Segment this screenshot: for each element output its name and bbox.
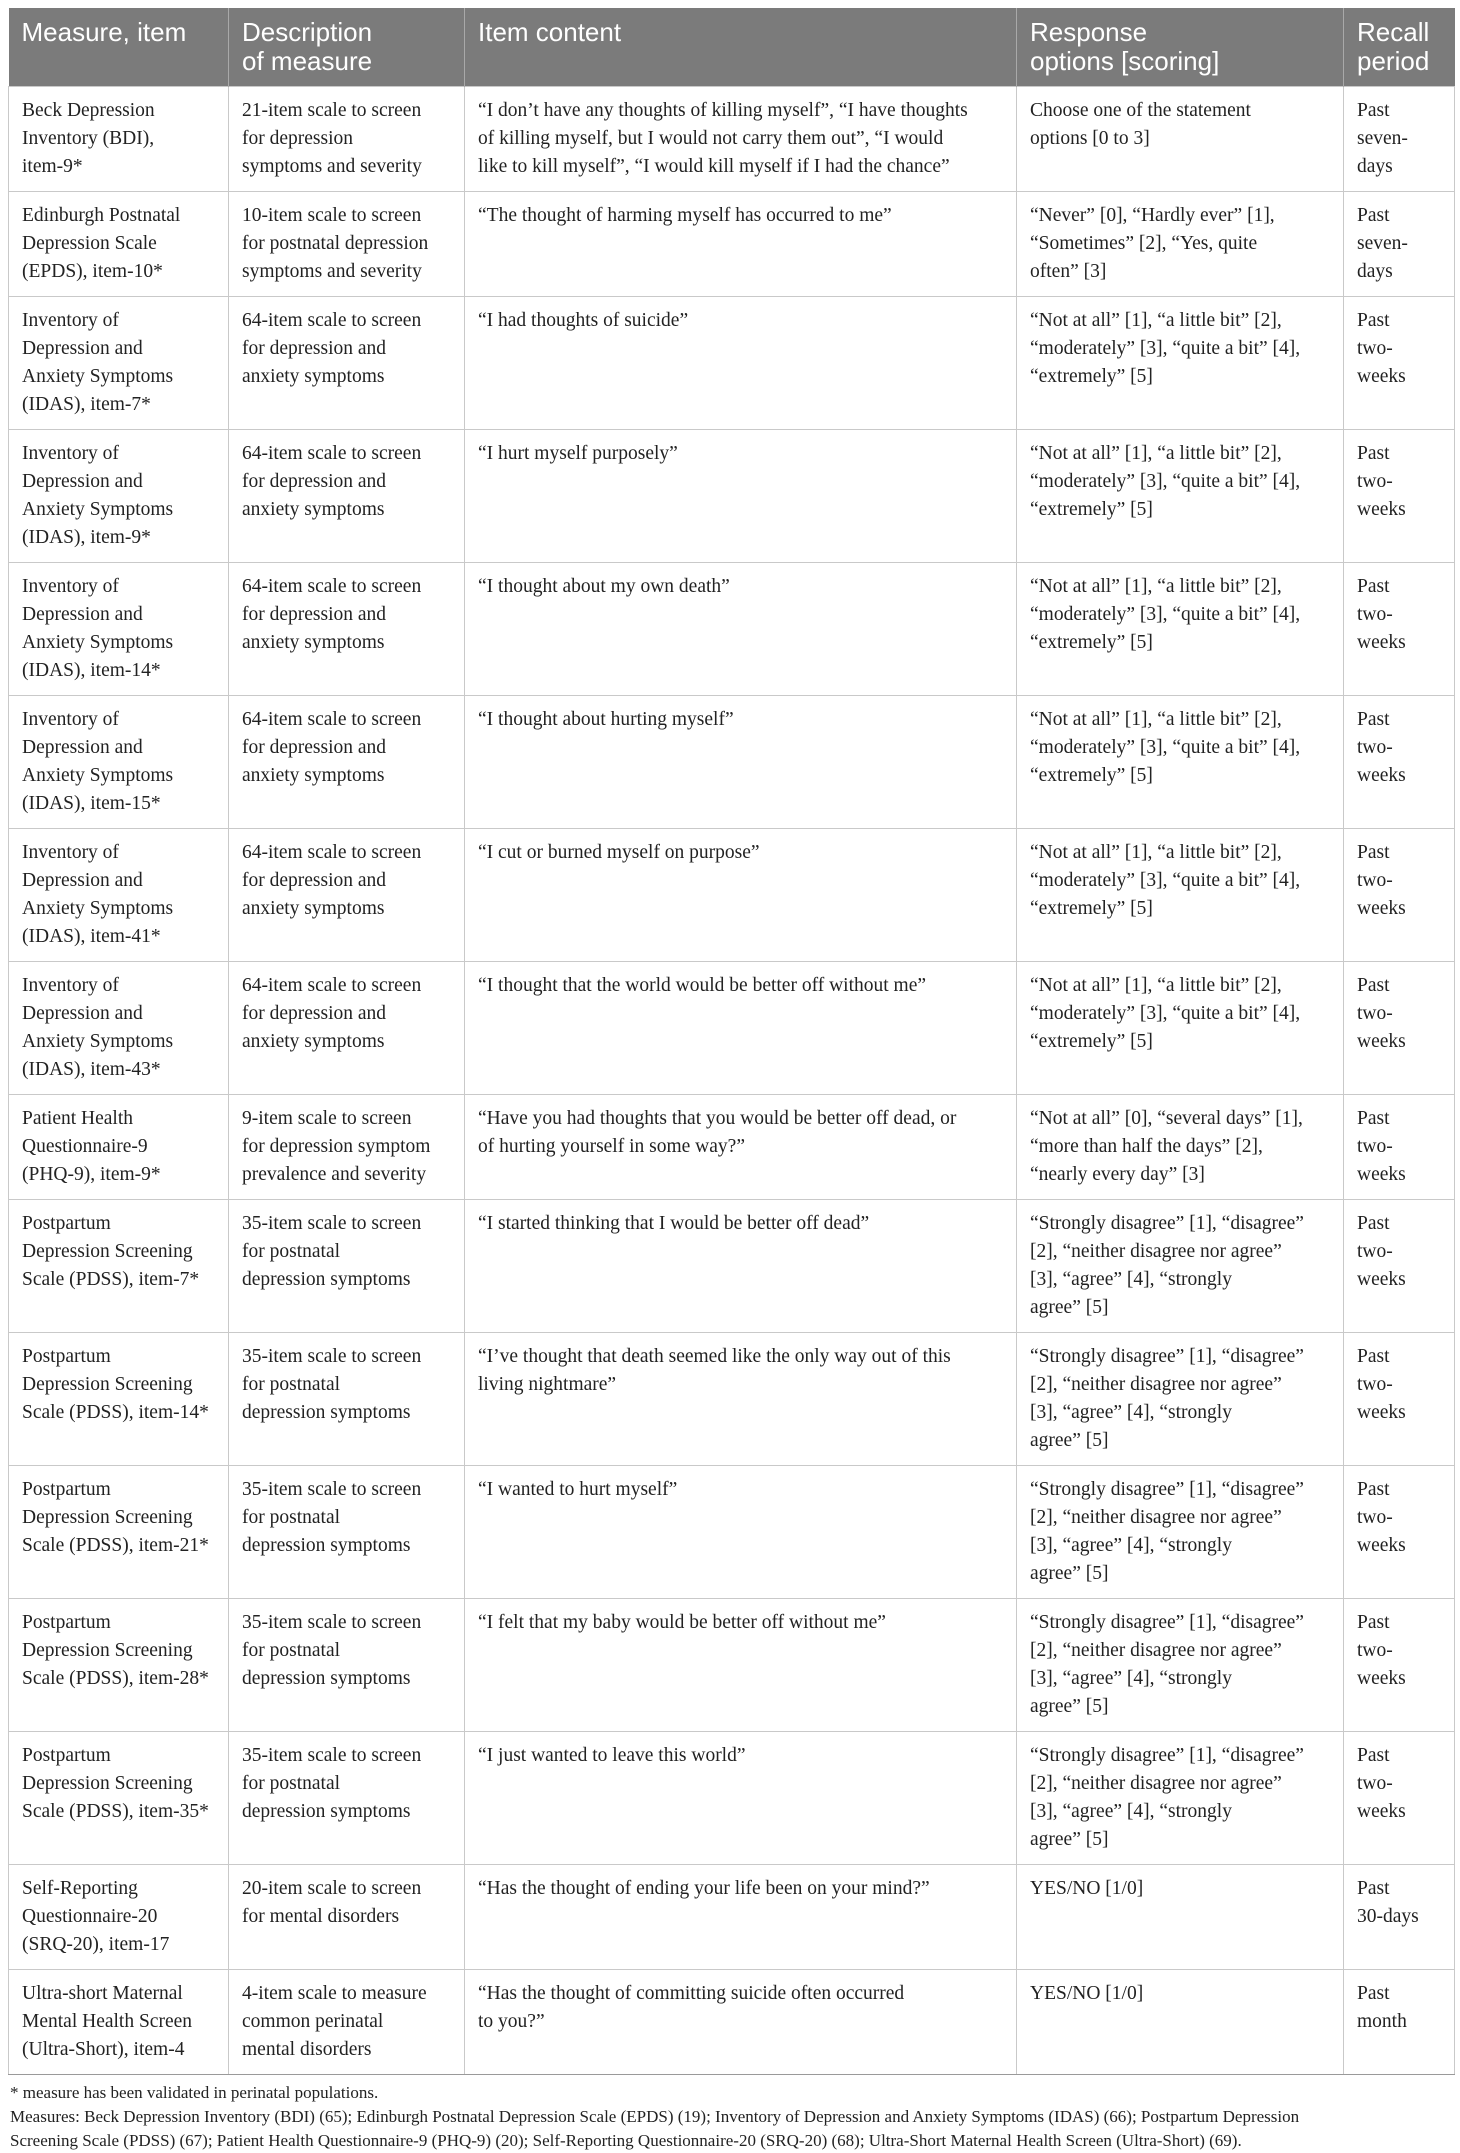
cell-response: “Strongly disagree” [1], “disagree” [2], “neither disagree nor agree” [3], “agree” [4], “strongly agree” [5] bbox=[1017, 1599, 1344, 1732]
measures-note: Measures: Beck Depression Inventory (BDI) (65); Edinburgh Postnatal Depression Scale (EPDS) (19); Inventory of Depression and Anxiety Symptoms (IDAS) (66); Postpartum Depression Screening Scale (PDSS) (67); Patient Health Questionnaire-9 (PHQ-9) (20); Self-Reporting Questionnaire-20 (SRQ-20) (68); Ultra-Short Maternal Health Screen (Ultra-Short) (69). bbox=[10, 2107, 1300, 2150]
cell-recall: Past two- weeks bbox=[1344, 962, 1455, 1095]
header-recall: Recall period bbox=[1344, 8, 1455, 87]
cell-response: “Not at all” [1], “a little bit” [2], “moderately” [3], “quite a bit” [4], “extremely” [5] bbox=[1017, 696, 1344, 829]
table-row bbox=[9, 1970, 1455, 2075]
cell-measure: Ultra-short Maternal Mental Health Screen (Ultra-Short), item-4 bbox=[9, 1970, 229, 2075]
cell-measure: Patient Health Questionnaire-9 (PHQ-9), item-9* bbox=[9, 1095, 229, 1200]
cell-recall: Past 30-days bbox=[1344, 1865, 1455, 1970]
table-row bbox=[9, 1466, 1455, 1599]
cell-measure: Inventory of Depression and Anxiety Symptoms (IDAS), item-9* bbox=[9, 430, 229, 563]
cell-measure: Self-Reporting Questionnaire-20 (SRQ-20), item-17 bbox=[9, 1865, 229, 1970]
cell-measure: Inventory of Depression and Anxiety Symptoms (IDAS), item-7* bbox=[9, 297, 229, 430]
table-row bbox=[9, 1200, 1455, 1333]
cell-recall: Past two- weeks bbox=[1344, 297, 1455, 430]
cell-description: 64-item scale to screen for depression and anxiety symptoms bbox=[229, 297, 465, 430]
cell-recall: Past month bbox=[1344, 1970, 1455, 2075]
cell-description: 64-item scale to screen for depression and anxiety symptoms bbox=[229, 563, 465, 696]
cell-description: 10-item scale to screen for postnatal depression symptoms and severity bbox=[229, 192, 465, 297]
cell-description: 64-item scale to screen for depression and anxiety symptoms bbox=[229, 829, 465, 962]
cell-recall: Past two- weeks bbox=[1344, 829, 1455, 962]
cell-description: 20-item scale to screen for mental disorders bbox=[229, 1865, 465, 1970]
cell-measure: Postpartum Depression Screening Scale (PDSS), item-14* bbox=[9, 1333, 229, 1466]
cell-content: “The thought of harming myself has occurred to me” bbox=[465, 192, 1017, 297]
cell-content: “I just wanted to leave this world” bbox=[465, 1732, 1017, 1865]
cell-response: “Not at all” [1], “a little bit” [2], “moderately” [3], “quite a bit” [4], “extremely” [5] bbox=[1017, 829, 1344, 962]
cell-recall: Past seven- days bbox=[1344, 87, 1455, 192]
cell-content: “I thought about hurting myself” bbox=[465, 696, 1017, 829]
cell-recall: Past two- weeks bbox=[1344, 1466, 1455, 1599]
cell-response: “Strongly disagree” [1], “disagree” [2], “neither disagree nor agree” [3], “agree” [4], “strongly agree” [5] bbox=[1017, 1732, 1344, 1865]
cell-measure: Postpartum Depression Screening Scale (PDSS), item-7* bbox=[9, 1200, 229, 1333]
table-row bbox=[9, 1732, 1455, 1865]
cell-content: “I’ve thought that death seemed like the only way out of this living nightmare” bbox=[465, 1333, 1017, 1466]
footnote: * measure has been validated in perinatal populations. bbox=[10, 2083, 379, 2102]
cell-recall: Past seven- days bbox=[1344, 192, 1455, 297]
cell-content: “Has the thought of committing suicide often occurred to you?” bbox=[465, 1970, 1017, 2075]
table-row bbox=[9, 1095, 1455, 1200]
cell-response: “Not at all” [1], “a little bit” [2], “moderately” [3], “quite a bit” [4], “extremely” [5] bbox=[1017, 430, 1344, 563]
cell-description: 35-item scale to screen for postnatal depression symptoms bbox=[229, 1466, 465, 1599]
cell-response: “Strongly disagree” [1], “disagree” [2], “neither disagree nor agree” [3], “agree” [4], “strongly agree” [5] bbox=[1017, 1200, 1344, 1333]
cell-description: 35-item scale to screen for postnatal depression symptoms bbox=[229, 1599, 465, 1732]
cell-recall: Past two- weeks bbox=[1344, 1095, 1455, 1200]
cell-description: 64-item scale to screen for depression and anxiety symptoms bbox=[229, 430, 465, 563]
cell-measure: Inventory of Depression and Anxiety Symptoms (IDAS), item-15* bbox=[9, 696, 229, 829]
cell-description: 35-item scale to screen for postnatal depression symptoms bbox=[229, 1333, 465, 1466]
cell-response: “Strongly disagree” [1], “disagree” [2], “neither disagree nor agree” [3], “agree” [4], “strongly agree” [5] bbox=[1017, 1333, 1344, 1466]
cell-response: “Not at all” [1], “a little bit” [2], “moderately” [3], “quite a bit” [4], “extremely” [5] bbox=[1017, 563, 1344, 696]
cell-response: Choose one of the statement options [0 to 3] bbox=[1017, 87, 1344, 192]
cell-content: “Has the thought of ending your life been on your mind?” bbox=[465, 1865, 1017, 1970]
cell-recall: Past two- weeks bbox=[1344, 430, 1455, 563]
header-description: Description of measure bbox=[229, 8, 465, 87]
cell-recall: Past two- weeks bbox=[1344, 1732, 1455, 1865]
cell-description: 64-item scale to screen for depression and anxiety symptoms bbox=[229, 696, 465, 829]
cell-response: “Not at all” [1], “a little bit” [2], “moderately” [3], “quite a bit” [4], “extremely” [5] bbox=[1017, 297, 1344, 430]
cell-response: “Strongly disagree” [1], “disagree” [2], “neither disagree nor agree” [3], “agree” [4], “strongly agree” [5] bbox=[1017, 1466, 1344, 1599]
cell-measure: Inventory of Depression and Anxiety Symptoms (IDAS), item-14* bbox=[9, 563, 229, 696]
header-measure: Measure, item bbox=[9, 8, 229, 87]
measures-table bbox=[8, 8, 1455, 2075]
cell-content: “I don’t have any thoughts of killing myself”, “I have thoughts of killing myself, but I would not carry them out”, “I would like to kill myself”, “I would kill myself if I had the chance” bbox=[465, 87, 1017, 192]
table-row bbox=[9, 87, 1455, 192]
cell-response: “Not at all” [1], “a little bit” [2], “moderately” [3], “quite a bit” [4], “extremely” [5] bbox=[1017, 962, 1344, 1095]
table-row bbox=[9, 192, 1455, 297]
table-row bbox=[9, 829, 1455, 962]
table-notes bbox=[8, 2075, 1454, 2153]
table-row bbox=[9, 297, 1455, 430]
cell-content: “I wanted to hurt myself” bbox=[465, 1466, 1017, 1599]
cell-recall: Past two- weeks bbox=[1344, 696, 1455, 829]
cell-description: 21-item scale to screen for depression symptoms and severity bbox=[229, 87, 465, 192]
cell-description: 9-item scale to screen for depression symptom prevalence and severity bbox=[229, 1095, 465, 1200]
cell-content: “I started thinking that I would be better off dead” bbox=[465, 1200, 1017, 1333]
table-row bbox=[9, 430, 1455, 563]
table-row bbox=[9, 962, 1455, 1095]
cell-content: “Have you had thoughts that you would be better off dead, or of hurting yourself in some way?” bbox=[465, 1095, 1017, 1200]
table-container bbox=[8, 8, 1454, 2153]
cell-response: YES/NO [1/0] bbox=[1017, 1970, 1344, 2075]
cell-description: 64-item scale to screen for depression and anxiety symptoms bbox=[229, 962, 465, 1095]
cell-measure: Postpartum Depression Screening Scale (PDSS), item-35* bbox=[9, 1732, 229, 1865]
cell-content: “I had thoughts of suicide” bbox=[465, 297, 1017, 430]
header-response: Response options [scoring] bbox=[1017, 8, 1344, 87]
cell-measure: Inventory of Depression and Anxiety Symptoms (IDAS), item-41* bbox=[9, 829, 229, 962]
cell-content: “I thought about my own death” bbox=[465, 563, 1017, 696]
table-row bbox=[9, 696, 1455, 829]
cell-content: “I cut or burned myself on purpose” bbox=[465, 829, 1017, 962]
cell-measure: Edinburgh Postnatal Depression Scale (EPDS), item-10* bbox=[9, 192, 229, 297]
table-row bbox=[9, 563, 1455, 696]
cell-content: “I hurt myself purposely” bbox=[465, 430, 1017, 563]
cell-measure: Beck Depression Inventory (BDI), item-9* bbox=[9, 87, 229, 192]
cell-response: “Never” [0], “Hardly ever” [1], “Sometimes” [2], “Yes, quite often” [3] bbox=[1017, 192, 1344, 297]
cell-recall: Past two- weeks bbox=[1344, 1599, 1455, 1732]
cell-measure: Postpartum Depression Screening Scale (PDSS), item-28* bbox=[9, 1599, 229, 1732]
table-row bbox=[9, 1333, 1455, 1466]
cell-description: 4-item scale to measure common perinatal mental disorders bbox=[229, 1970, 465, 2075]
cell-measure: Postpartum Depression Screening Scale (PDSS), item-21* bbox=[9, 1466, 229, 1599]
cell-content: “I thought that the world would be better off without me” bbox=[465, 962, 1017, 1095]
cell-description: 35-item scale to screen for postnatal depression symptoms bbox=[229, 1200, 465, 1333]
header-content: Item content bbox=[465, 8, 1017, 87]
cell-content: “I felt that my baby would be better off without me” bbox=[465, 1599, 1017, 1732]
table-row bbox=[9, 1599, 1455, 1732]
cell-response: YES/NO [1/0] bbox=[1017, 1865, 1344, 1970]
cell-description: 35-item scale to screen for postnatal depression symptoms bbox=[229, 1732, 465, 1865]
cell-recall: Past two- weeks bbox=[1344, 1200, 1455, 1333]
header-row bbox=[9, 8, 1455, 87]
cell-measure: Inventory of Depression and Anxiety Symptoms (IDAS), item-43* bbox=[9, 962, 229, 1095]
cell-recall: Past two- weeks bbox=[1344, 563, 1455, 696]
table-body bbox=[9, 87, 1455, 2075]
cell-recall: Past two- weeks bbox=[1344, 1333, 1455, 1466]
table-row bbox=[9, 1865, 1455, 1970]
cell-response: “Not at all” [0], “several days” [1], “more than half the days” [2], “nearly every day” [3] bbox=[1017, 1095, 1344, 1200]
